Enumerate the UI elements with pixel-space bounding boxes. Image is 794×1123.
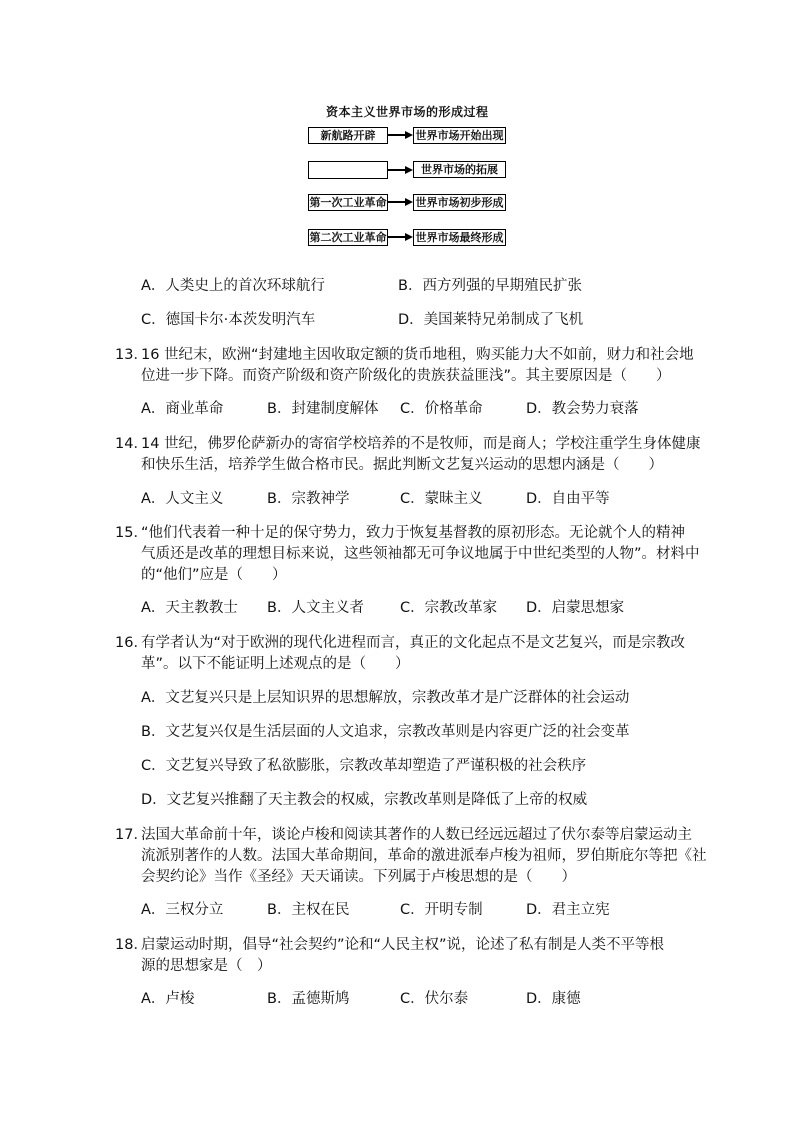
option-a[interactable]: A．人类史上的首次环球航行 (141, 278, 325, 294)
option-d[interactable]: D．美国莱特兄弟制成了飞机 (398, 312, 584, 328)
option-d[interactable]: D．自由平等 (526, 491, 610, 507)
question-stem-line: 源的思想家是（ ） (141, 958, 272, 974)
question-number: 16． (115, 635, 148, 651)
option-b[interactable]: B．封建制度解体 (267, 401, 379, 417)
option-b[interactable]: B．文艺复兴仅是生活层面的人文追求，宗教改革则是内容更广泛的社会变革 (141, 724, 630, 740)
diagram-result-box: 世界市场最终形成 (413, 229, 506, 246)
option-a[interactable]: A．商业革命 (141, 401, 224, 417)
option-c[interactable]: C．文艺复兴导致了私欲膨胀，宗教改革却塑造了严谨积极的社会秩序 (141, 758, 587, 774)
question-stem-line: 气质还是改革的理想目标来说，这些领袖都无可争议地属于中世纪类型的人物”。材料中 (141, 546, 700, 562)
option-d[interactable]: D．君主立宪 (526, 902, 610, 918)
arrow-right-icon (388, 130, 413, 140)
diagram-result-box: 世界市场的拓展 (413, 161, 506, 178)
question-stem-line: 位进一步下降。而资产阶级和资产阶级化的贵族获益匪浅”。其主要原因是（ ） (141, 368, 671, 384)
question-number: 18． (115, 937, 148, 953)
option-a[interactable]: A．人文主义 (141, 491, 224, 507)
question-stem-line: 有学者认为“对于欧洲的现代化进程而言，真正的文化起点不是文艺复兴，而是宗教改 (141, 635, 686, 651)
option-d[interactable]: D．文艺复兴推翻了天主教会的权威，宗教改革则是降低了上帝的权威 (141, 792, 588, 808)
diagram-title: 资本主义世界市场的形成过程 (326, 105, 489, 119)
question-stem-line: 法国大革命前十年，谈论卢梭和阅读其著作的人数已经远远超过了伏尔泰等启蒙运动主 (141, 827, 692, 843)
option-c[interactable]: C．伏尔泰 (400, 991, 469, 1007)
option-c[interactable]: C．德国卡尔·本茨发明汽车 (141, 312, 316, 328)
option-b[interactable]: B．人文主义者 (267, 600, 364, 616)
option-c[interactable]: C．宗教改革家 (400, 600, 498, 616)
option-d[interactable]: D．启蒙思想家 (526, 600, 625, 616)
question-number: 13． (115, 347, 148, 363)
question-stem-line: 流派别著作的人数。法国大革命期间，革命的激进派奉卢梭为祖师，罗伯斯庇尔等把《社 (141, 848, 707, 864)
diagram-result-box: 世界市场开始出现 (413, 127, 506, 144)
option-b[interactable]: B．主权在民 (267, 902, 350, 918)
diagram-cause-box: 第一次工业革命 (309, 196, 387, 209)
option-a[interactable]: A．文艺复兴只是上层知识界的思想解放，宗教改革才是广泛群体的社会运动 (141, 690, 630, 706)
question-stem-line: 革”。以下不能证明上述观点的是（ ） (141, 656, 410, 672)
option-c[interactable]: C．开明专制 (400, 902, 483, 918)
option-b[interactable]: B．西方列强的早期殖民扩张 (398, 278, 582, 294)
option-a[interactable]: A．卢梭 (141, 991, 195, 1007)
option-b[interactable]: B．孟德斯鸠 (267, 991, 350, 1007)
option-d[interactable]: D．教会势力衰落 (526, 401, 639, 417)
arrow-right-icon (388, 232, 413, 242)
diagram-blank-box (308, 161, 388, 179)
question-number: 15． (115, 525, 148, 541)
question-stem-line: 14 世纪，佛罗伦萨新办的寄宿学校培养的不是牧师，而是商人；学校注重学生身体健康 (141, 436, 701, 452)
question-stem-line: 16 世纪末，欧洲“封建地主因收取定额的货币地租，购买能力大不如前，财力和社会地 (141, 347, 694, 363)
arrow-right-icon (388, 197, 413, 207)
question-number: 14． (115, 436, 148, 452)
diagram-cause-box: 新航路开辟 (308, 127, 388, 144)
question-stem-line: 会契约论》当作《圣经》天天诵读。下列属于卢梭思想的是（ ） (141, 869, 576, 885)
diagram-result-box: 世界市场初步形成 (413, 194, 506, 211)
question-stem-line: “他们代表着一种十足的保守势力，致力于恢复基督教的原初形态。无论就个人的精神 (141, 525, 686, 541)
option-c[interactable]: C．蒙昧主义 (400, 491, 483, 507)
question-stem-line: 启蒙运动时期，倡导“社会契约”论和“人民主权”说，论述了私有制是人类不平等根 (141, 937, 665, 953)
option-b[interactable]: B．宗教神学 (267, 491, 350, 507)
option-a[interactable]: A．天主教教士 (141, 600, 238, 616)
option-a[interactable]: A．三权分立 (141, 902, 224, 918)
option-d[interactable]: D．康德 (526, 991, 581, 1007)
arrow-right-icon (388, 165, 413, 175)
diagram-cause-box: 第二次工业革命 (309, 231, 387, 244)
option-c[interactable]: C．价格革命 (400, 401, 483, 417)
question-stem-line: 和快乐生活，培养学生做合格市民。据此判断文艺复兴运动的思想内涵是（ ） (141, 457, 663, 473)
question-number: 17． (115, 827, 148, 843)
question-stem-line: 的“他们”应是（ ） (141, 567, 287, 583)
